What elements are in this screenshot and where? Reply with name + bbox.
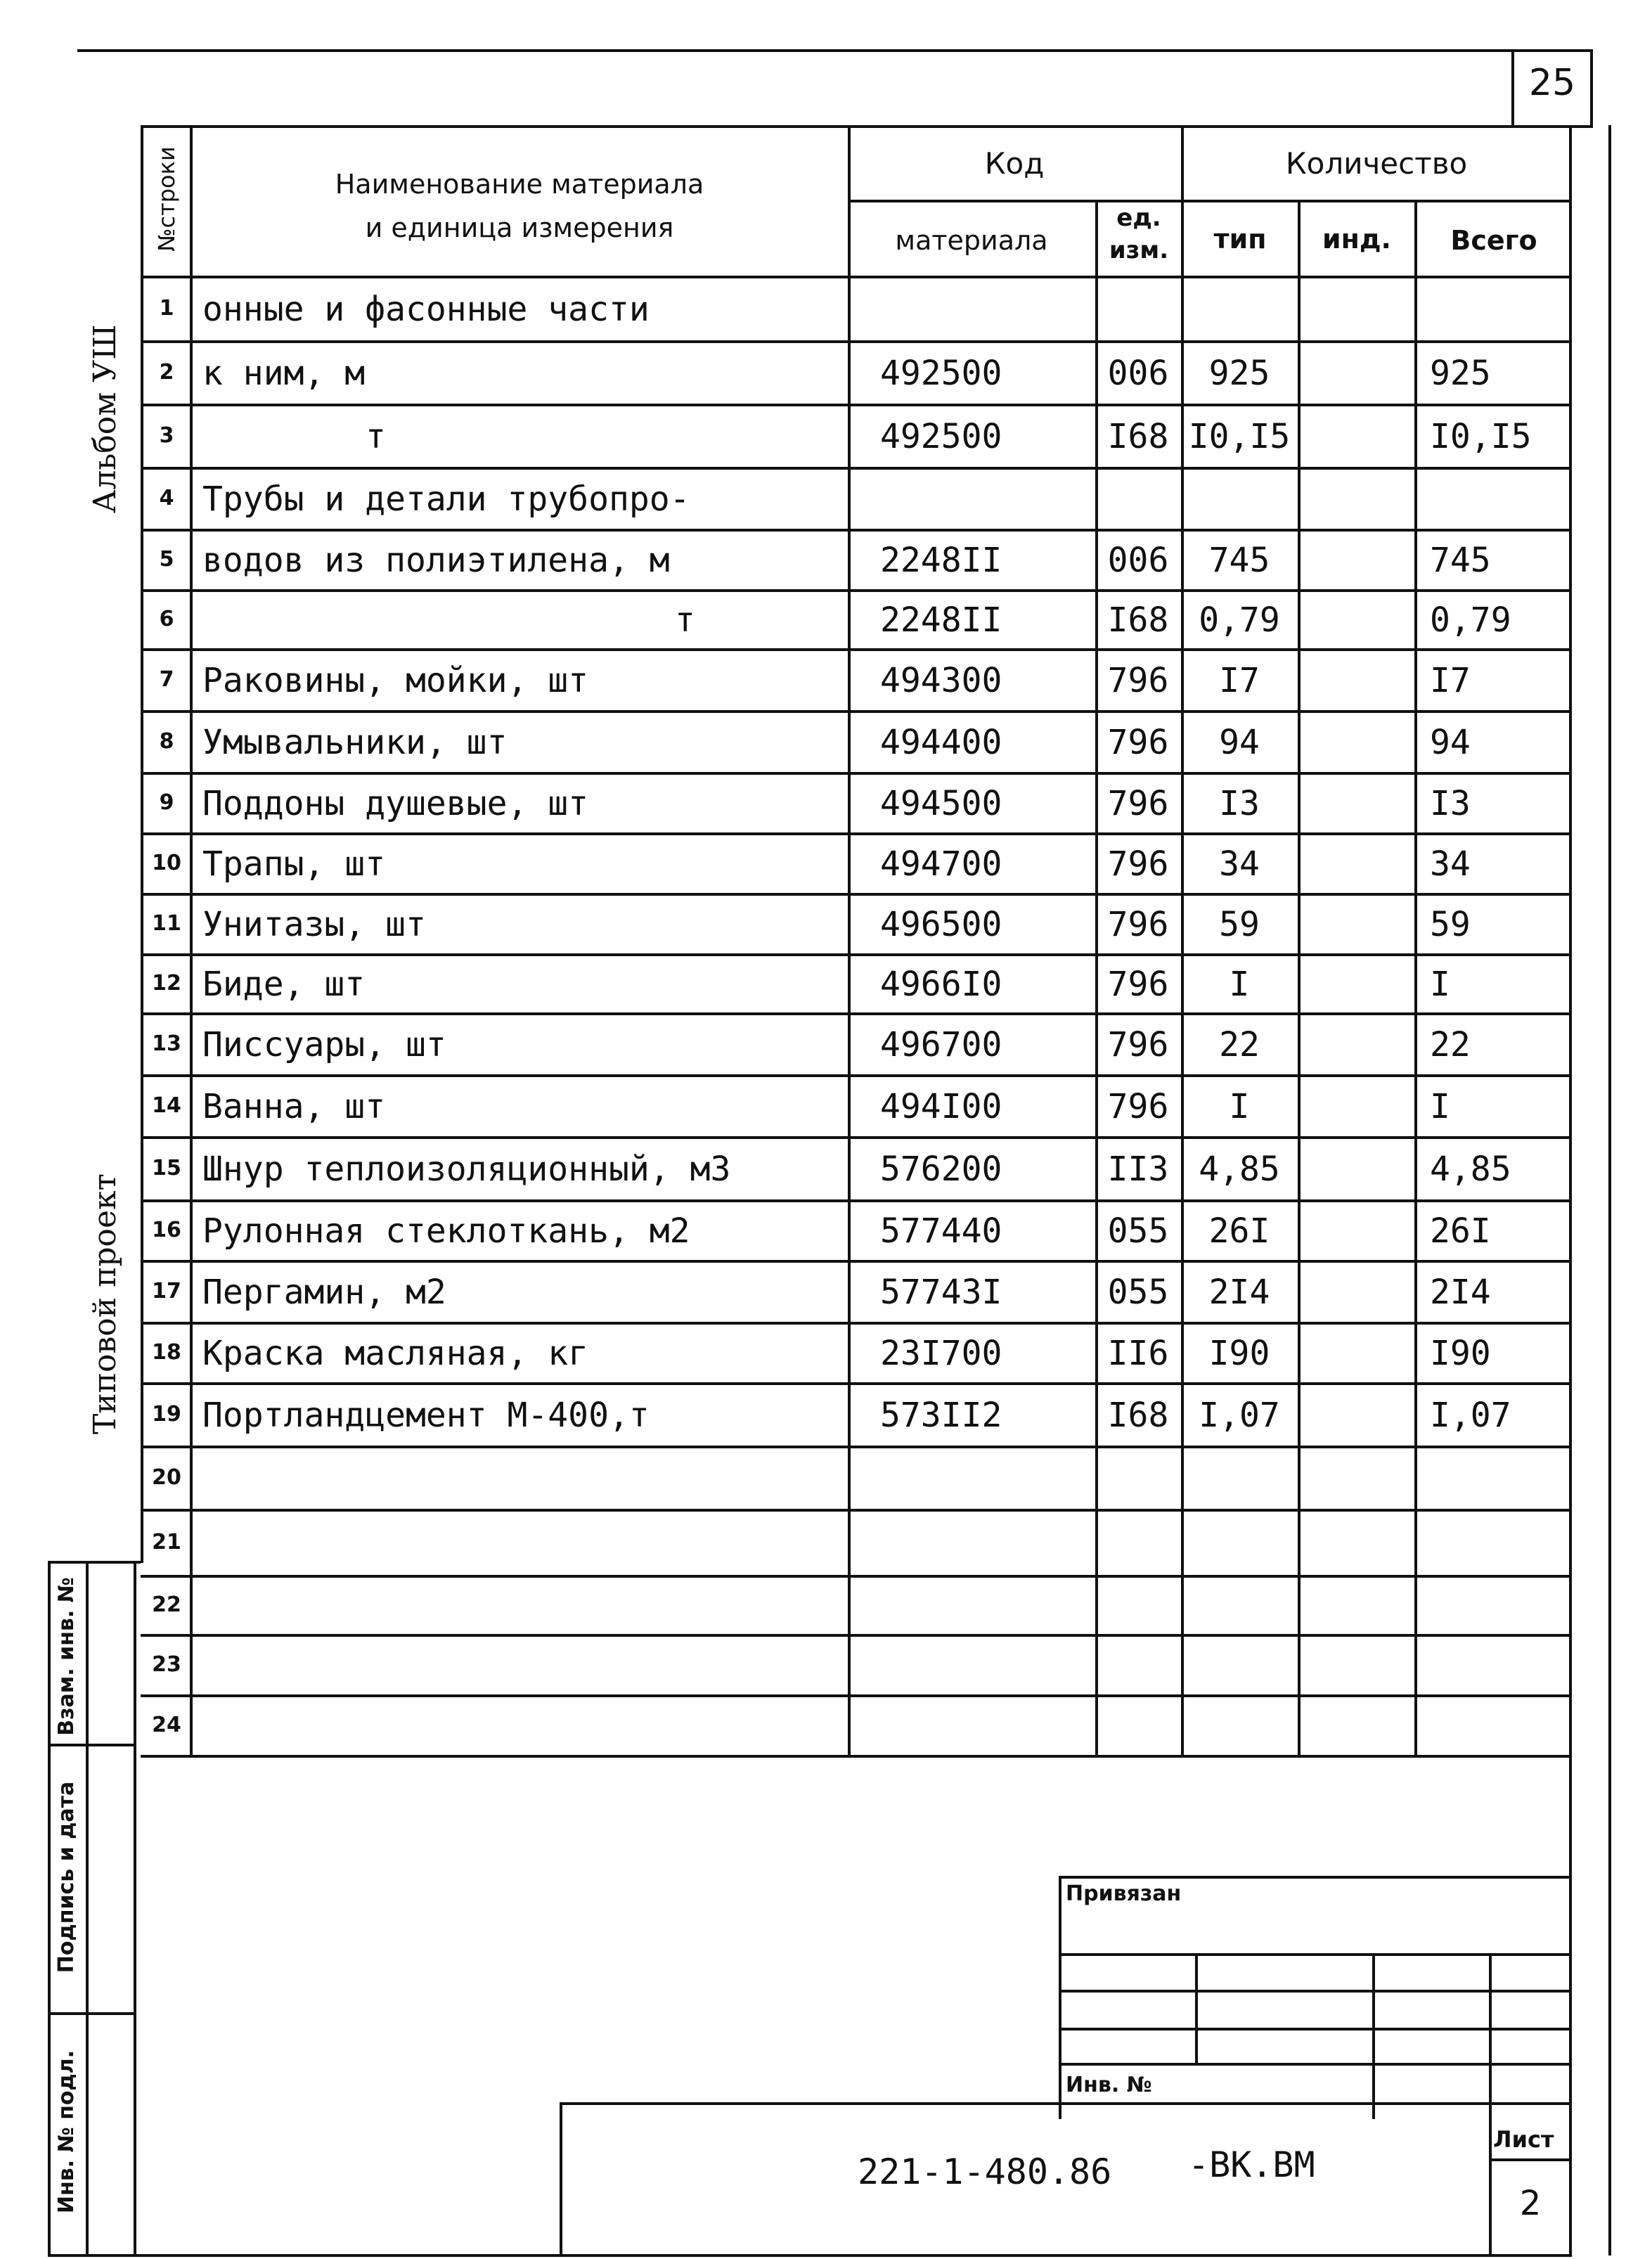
stamp-line-2 bbox=[1059, 1990, 1572, 1993]
row-number: 1 bbox=[159, 296, 174, 321]
material-name: Краска масляная, кг bbox=[202, 1334, 589, 1373]
unit-code: 055 bbox=[1107, 1273, 1169, 1312]
row-separator bbox=[141, 832, 1572, 835]
row-number: 9 bbox=[159, 790, 174, 815]
header-type: тип bbox=[1213, 224, 1267, 255]
material-code: 4966I0 bbox=[880, 965, 1002, 1004]
frame-bottom bbox=[48, 2254, 1572, 2257]
quantity-total: I0,I5 bbox=[1430, 417, 1532, 456]
unit-code: 796 bbox=[1107, 661, 1169, 700]
unit-code: 796 bbox=[1107, 1025, 1169, 1064]
quantity-type: I,07 bbox=[1199, 1396, 1280, 1435]
row-number: 2 bbox=[159, 360, 174, 385]
quantity-total: 925 bbox=[1430, 354, 1491, 393]
quantity-type: I0,I5 bbox=[1188, 417, 1291, 456]
row-separator bbox=[141, 710, 1572, 713]
quantity-total: 2I4 bbox=[1430, 1273, 1491, 1312]
material-name: Умывальники, шт bbox=[202, 723, 508, 762]
binding-col-line bbox=[86, 1561, 89, 2257]
quantity-type: I3 bbox=[1219, 784, 1260, 823]
quantity-total: 4,85 bbox=[1430, 1150, 1511, 1189]
quantity-type: 34 bbox=[1219, 844, 1260, 884]
top-border-line bbox=[77, 49, 1592, 52]
unit-code: 055 bbox=[1107, 1211, 1169, 1251]
row-separator bbox=[141, 772, 1572, 775]
row-number: 13 bbox=[152, 1031, 181, 1056]
stamp-line-3 bbox=[1059, 2028, 1572, 2030]
material-code: 492500 bbox=[880, 354, 1002, 393]
side-vzam: Взам. инв. № bbox=[54, 1577, 79, 1736]
unit-code: 796 bbox=[1107, 723, 1169, 762]
quantity-type: 22 bbox=[1219, 1025, 1260, 1064]
row-number: 15 bbox=[152, 1156, 181, 1180]
header-total: Всего bbox=[1450, 225, 1537, 256]
side-project: Типовой проект bbox=[87, 1173, 123, 1434]
stamp-privyazan: Привязан bbox=[1066, 1881, 1182, 1906]
row-separator bbox=[141, 1634, 1572, 1637]
row-separator bbox=[141, 340, 1572, 343]
row-number: 20 bbox=[152, 1465, 181, 1490]
unit-code: II6 bbox=[1107, 1334, 1169, 1373]
page-right-edge bbox=[1608, 125, 1611, 2255]
material-code: 2248II bbox=[880, 600, 1002, 640]
unit-code: I68 bbox=[1107, 417, 1169, 456]
quantity-type: I bbox=[1229, 965, 1250, 1004]
row-number: 14 bbox=[152, 1093, 181, 1118]
quantity-type: I bbox=[1229, 1087, 1250, 1126]
quantity-total: 59 bbox=[1430, 905, 1471, 944]
material-code: 494I00 bbox=[880, 1087, 1002, 1126]
row-number: 11 bbox=[152, 911, 181, 936]
row-separator bbox=[141, 893, 1572, 896]
row-separator bbox=[141, 1694, 1572, 1697]
header-unit-line2: изм. bbox=[1109, 236, 1169, 264]
row-number: 19 bbox=[152, 1402, 181, 1427]
header-bottom-line bbox=[141, 276, 1572, 278]
sheet-number: 2 bbox=[1519, 2184, 1542, 2223]
material-code: 23I700 bbox=[880, 1334, 1002, 1373]
header-ind: инд. bbox=[1322, 224, 1391, 255]
frame-top bbox=[141, 125, 1593, 128]
material-name: Ванна, шт bbox=[202, 1087, 386, 1126]
side-sign: Подпись и дата bbox=[54, 1781, 79, 1974]
row-separator bbox=[141, 589, 1572, 592]
row-number: 16 bbox=[152, 1218, 181, 1242]
binding-inner-edge bbox=[134, 1561, 136, 2257]
material-name: Писсуары, шт bbox=[202, 1025, 446, 1064]
quantity-type: 94 bbox=[1219, 723, 1260, 762]
material-code: 576200 bbox=[880, 1150, 1002, 1189]
side-album: Альбом УШ bbox=[87, 324, 123, 513]
row-number: 10 bbox=[152, 851, 181, 875]
unit-code: 796 bbox=[1107, 905, 1169, 944]
binding-top bbox=[48, 1561, 141, 1564]
material-name: Рулонная стеклоткань, м2 bbox=[202, 1211, 690, 1251]
quantity-total: I3 bbox=[1430, 784, 1471, 823]
material-name: т bbox=[366, 417, 386, 456]
unit-code: 796 bbox=[1107, 965, 1169, 1004]
stamp-top bbox=[1059, 1876, 1572, 1879]
stamp-line-4 bbox=[1059, 2063, 1572, 2066]
quantity-total: I bbox=[1430, 1087, 1450, 1126]
row-number: 23 bbox=[152, 1652, 181, 1677]
material-name: т bbox=[675, 600, 695, 640]
unit-code: I68 bbox=[1107, 600, 1169, 640]
stamp-line-1 bbox=[1059, 1953, 1572, 1956]
quantity-type: 4,85 bbox=[1199, 1150, 1280, 1189]
binding-left-edge bbox=[48, 1561, 51, 2257]
table-bottom-line bbox=[141, 1755, 1572, 1758]
row-number: 4 bbox=[159, 486, 174, 510]
quantity-type: 26I bbox=[1208, 1211, 1270, 1251]
quantity-total: 0,79 bbox=[1430, 600, 1511, 640]
row-separator bbox=[141, 1260, 1572, 1263]
material-code: 57743I bbox=[880, 1273, 1002, 1312]
material-code: 496500 bbox=[880, 905, 1002, 944]
unit-code: 796 bbox=[1107, 1087, 1169, 1126]
material-name: водов из полиэтилена, м bbox=[202, 541, 670, 580]
row-separator bbox=[141, 1199, 1572, 1202]
unit-code: 006 bbox=[1107, 354, 1169, 393]
header-quantity: Количество bbox=[1285, 146, 1468, 181]
row-separator bbox=[141, 1136, 1572, 1139]
material-name: онные и фасонные части bbox=[202, 290, 650, 329]
row-number: 8 bbox=[159, 729, 174, 754]
stamp-left bbox=[1059, 1876, 1061, 2119]
material-code: 494400 bbox=[880, 723, 1002, 762]
row-number: 3 bbox=[159, 423, 174, 448]
binding-sep-2 bbox=[48, 2012, 134, 2015]
row-number: 18 bbox=[152, 1340, 181, 1365]
quantity-total: I bbox=[1430, 965, 1450, 1004]
quantity-type: I7 bbox=[1219, 661, 1260, 700]
quantity-type: I90 bbox=[1208, 1334, 1270, 1373]
material-name: Трапы, шт bbox=[202, 844, 386, 884]
material-name: Поддоны душевые, шт bbox=[202, 784, 589, 823]
header-code: Код bbox=[984, 146, 1045, 181]
row-number: 12 bbox=[152, 971, 181, 996]
material-name: Портландцемент М-400,т bbox=[202, 1396, 650, 1435]
col-line-ind bbox=[1298, 201, 1301, 1755]
doc-code: 221-1-480.86 bbox=[858, 2151, 1112, 2192]
row-separator bbox=[141, 404, 1572, 406]
row-separator bbox=[141, 1575, 1572, 1578]
material-code: 494500 bbox=[880, 784, 1002, 823]
material-code: 577440 bbox=[880, 1211, 1002, 1251]
material-code: 496700 bbox=[880, 1025, 1002, 1064]
quantity-total: 22 bbox=[1430, 1025, 1471, 1064]
header-name-line2: и единица измерения bbox=[365, 212, 674, 243]
material-name: Шнур теплоизоляционный, м3 bbox=[202, 1150, 731, 1189]
row-separator bbox=[141, 467, 1572, 470]
material-name: к ним, м bbox=[202, 354, 366, 393]
row-separator bbox=[141, 1074, 1572, 1077]
material-code: 573II2 bbox=[880, 1396, 1002, 1435]
quantity-type: 745 bbox=[1208, 541, 1270, 580]
frame-right-edge bbox=[1569, 125, 1572, 2255]
stamp-col-1 bbox=[1195, 1953, 1198, 2066]
row-separator bbox=[141, 1322, 1572, 1325]
row-number: 24 bbox=[152, 1713, 181, 1737]
quantity-total: 94 bbox=[1430, 723, 1471, 762]
header-mid-line bbox=[848, 200, 1572, 202]
side-inv: Инв. № подл. bbox=[54, 2049, 79, 2214]
unit-code: I68 bbox=[1107, 1396, 1169, 1435]
quantity-total: I7 bbox=[1430, 661, 1471, 700]
row-number: 21 bbox=[152, 1530, 181, 1555]
quantity-total: 26I bbox=[1430, 1211, 1491, 1251]
material-code: 2248II bbox=[880, 541, 1002, 580]
material-name: Раковины, мойки, шт bbox=[202, 661, 589, 700]
row-separator bbox=[141, 1012, 1572, 1015]
material-name: Биде, шт bbox=[202, 965, 366, 1004]
row-number: 7 bbox=[159, 667, 174, 692]
stamp-inv-no: Инв. № bbox=[1066, 2073, 1152, 2097]
quantity-total: I,07 bbox=[1430, 1396, 1511, 1435]
header-unit-line1: ед. bbox=[1116, 204, 1161, 232]
stamp-line-5 bbox=[560, 2102, 1572, 2105]
row-separator bbox=[141, 1446, 1572, 1448]
row-separator bbox=[141, 1382, 1572, 1385]
quantity-type: 0,79 bbox=[1199, 600, 1280, 640]
row-number: 17 bbox=[152, 1279, 181, 1304]
row-separator bbox=[141, 529, 1572, 532]
quantity-total: 745 bbox=[1430, 541, 1491, 580]
row-number: 6 bbox=[159, 607, 174, 631]
row-number: 22 bbox=[152, 1592, 181, 1617]
header-row-no: №строки bbox=[153, 146, 180, 252]
material-name: Пергамин, м2 bbox=[202, 1273, 446, 1312]
page-number: 25 bbox=[1528, 62, 1576, 104]
material-code: 494300 bbox=[880, 661, 1002, 700]
header-material: материала bbox=[895, 225, 1048, 256]
header-name-line1: Наименование материала bbox=[335, 169, 704, 200]
unit-code: 006 bbox=[1107, 541, 1169, 580]
quantity-total: 34 bbox=[1430, 844, 1471, 884]
stamp-doc-left bbox=[560, 2102, 562, 2257]
quantity-type: 59 bbox=[1219, 905, 1260, 944]
unit-code: 796 bbox=[1107, 784, 1169, 823]
quantity-total: I90 bbox=[1430, 1334, 1491, 1373]
col-line-total bbox=[1414, 201, 1417, 1755]
unit-code: II3 bbox=[1107, 1150, 1169, 1189]
material-code: 494700 bbox=[880, 844, 1002, 884]
row-separator bbox=[141, 1509, 1572, 1512]
quantity-type: 2I4 bbox=[1208, 1273, 1270, 1312]
row-separator bbox=[141, 648, 1572, 651]
row-number: 5 bbox=[159, 547, 174, 572]
sheet-sep bbox=[1489, 2158, 1572, 2161]
row-separator bbox=[141, 953, 1572, 956]
material-code: 492500 bbox=[880, 417, 1002, 456]
material-name: Унитазы, шт bbox=[202, 905, 426, 944]
quantity-type: 925 bbox=[1208, 354, 1270, 393]
stamp-col-2 bbox=[1372, 1953, 1375, 2119]
doc-suffix: -ВК.ВМ bbox=[1188, 2144, 1315, 2185]
sheet-label: Лист bbox=[1493, 2126, 1554, 2153]
unit-code: 796 bbox=[1107, 844, 1169, 884]
material-name: Трубы и детали трубопро- bbox=[202, 480, 690, 519]
